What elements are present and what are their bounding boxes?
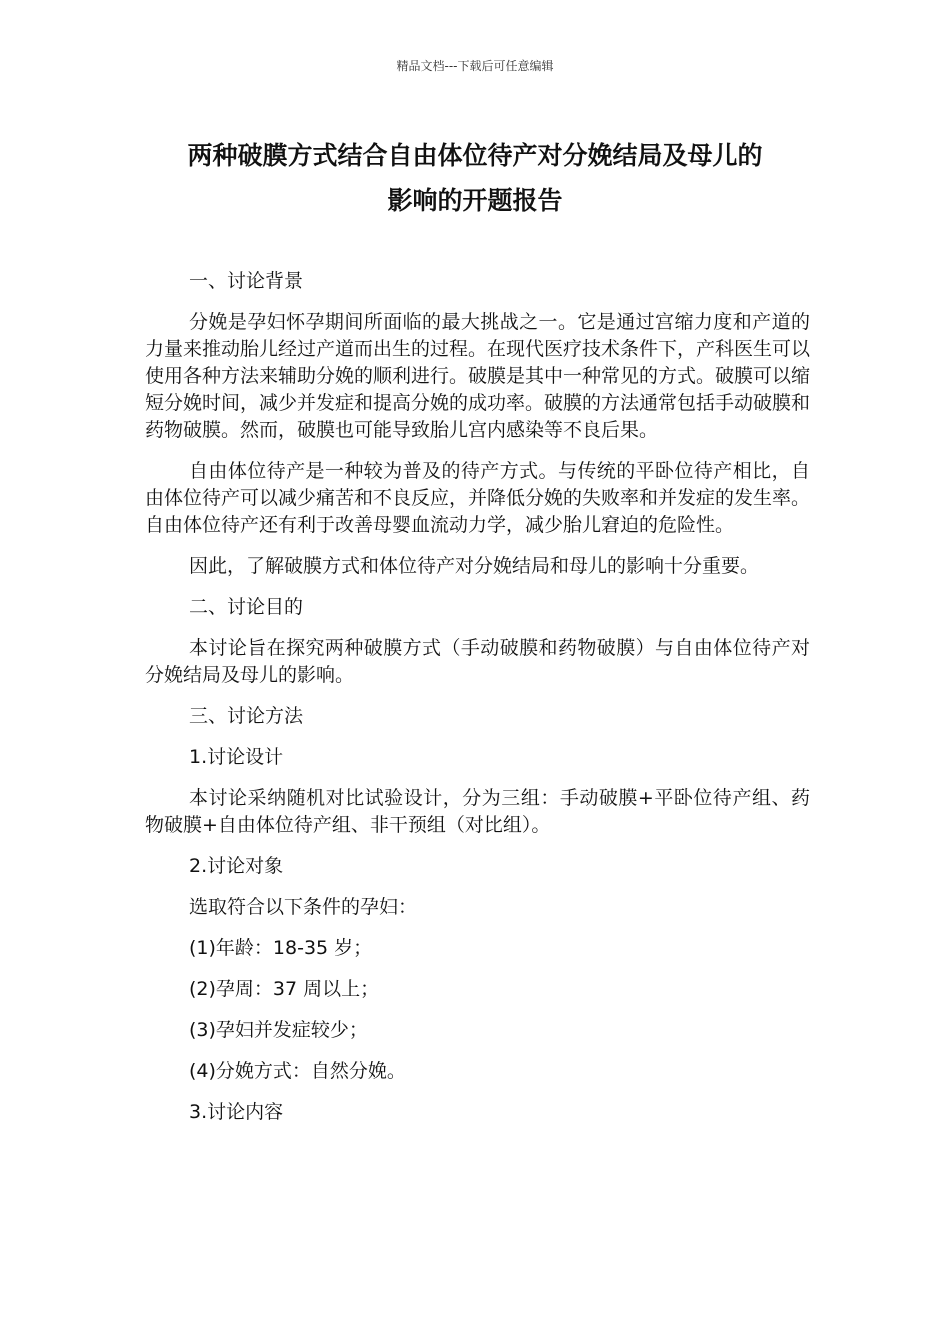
paragraph-background-2: 自由体位待产是一种较为普及的待产方式。与传统的平卧位待产相比，自由体位待产可以减少痛苦和不良反应，并降低分娩的失败率和并发症的发生率。自由体位待产还有利于改善母婴血流动力学，减少胎儿窘迫的危险性。	[145, 460, 811, 536]
paragraph-subjects-intro: 选取符合以下条件的孕妇：	[189, 896, 418, 918]
criteria-item-delivery: (4)分娩方式：自然分娩。	[189, 1060, 406, 1082]
section-heading-background: 一、讨论背景	[189, 270, 304, 292]
title-line-2: 影响的开题报告	[387, 186, 563, 215]
criteria-item-gestation: (2)孕周：37 周以上；	[189, 978, 380, 1000]
section-heading-purpose: 二、讨论目的	[189, 596, 304, 618]
subheading-design: 1.讨论设计	[189, 746, 284, 768]
subheading-content: 3.讨论内容	[189, 1101, 284, 1123]
document-title	[130, 133, 820, 223]
subheading-subjects: 2.讨论对象	[189, 855, 284, 877]
title-line-1: 两种破膜方式结合自由体位待产对分娩结局及母儿的	[187, 141, 763, 170]
paragraph-background-1: 分娩是孕妇怀孕期间所面临的最大挑战之一。它是通过宫缩力度和产道的力量来推动胎儿经过产道而出生的过程。在现代医疗技术条件下，产科医生可以使用各种方法来辅助分娩的顺利进行。破膜是其中一种常见的方式。破膜可以缩短分娩时间，减少并发症和提高分娩的成功率。破膜的方法通常包括手动破膜和药物破膜。然而，破膜也可能导致胎儿宫内感染等不良后果。	[145, 311, 811, 441]
document-body	[145, 268, 810, 1140]
paragraph-purpose: 本讨论旨在探究两种破膜方式（手动破膜和药物破膜）与自由体位待产对分娩结局及母儿的影响。	[145, 637, 810, 686]
criteria-item-age: (1)年龄：18-35 岁；	[189, 937, 373, 959]
paragraph-background-3: 因此，了解破膜方式和体位待产对分娩结局和母儿的影响十分重要。	[189, 555, 760, 577]
section-heading-method: 三、讨论方法	[189, 705, 304, 727]
paragraph-design: 本讨论采纳随机对比试验设计，分为三组：手动破膜+平卧位待产组、药物破膜+自由体位待产组、非干预组（对比组）。	[145, 787, 810, 836]
criteria-item-complications: (3)孕妇并发症较少；	[189, 1019, 368, 1041]
page-header-note: 精品文档---下载后可任意编辑	[396, 59, 554, 73]
